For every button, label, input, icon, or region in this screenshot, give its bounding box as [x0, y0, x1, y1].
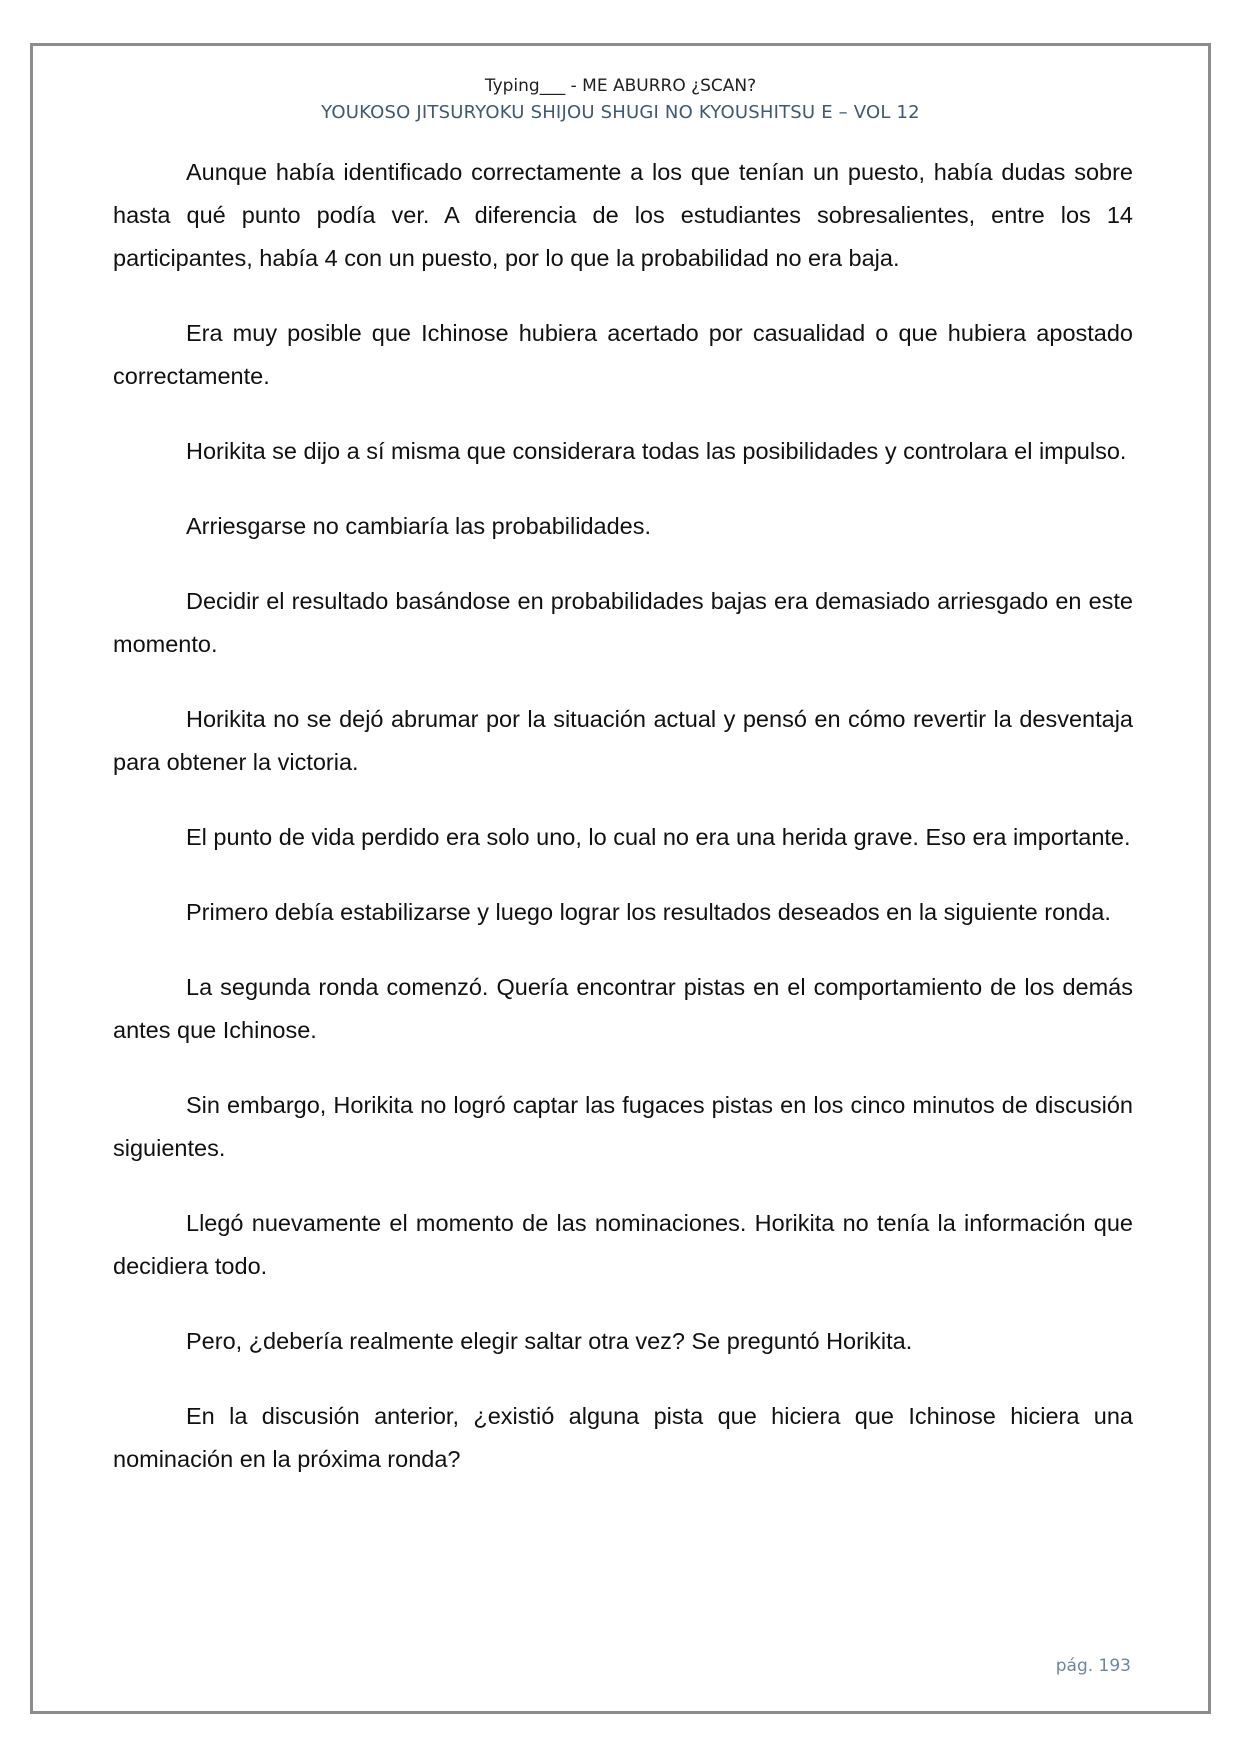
paragraph-7: El punto de vida perdido era solo uno, lo cual no era una herida grave. Eso era importante.: [186, 824, 1131, 850]
paragraph-11: Llegó nuevamente el momento de las nominaciones. Horikita no tenía la información que decidiera todo.: [113, 1210, 1133, 1279]
paragraph-9: La segunda ronda comenzó. Quería encontrar pistas en el comportamiento de los demás antes que Ichinose.: [113, 974, 1133, 1043]
paragraph-12: Pero, ¿debería realmente elegir saltar otra vez? Se preguntó Horikita.: [186, 1328, 913, 1354]
paragraph-1: Aunque había identificado correctamente a los que tenían un puesto, había dudas sobre hasta qué punto podía ver. A diferencia de los estudiantes sobresalientes, entre los 14 participantes, había 4 con un puesto, por lo que la probabilidad no era baja.: [113, 159, 1133, 271]
header-book-title: YOUKOSO JITSURYOKU SHIJOU SHUGI NO KYOUSHITSU E – VOL 12: [321, 102, 920, 123]
paragraph-4: Arriesgarse no cambiaría las probabilidades.: [186, 513, 652, 539]
paragraph-10: Sin embargo, Horikita no logró captar las fugaces pistas en los cinco minutos de discusión siguientes.: [113, 1092, 1133, 1161]
page-number: pág. 193: [1055, 1656, 1131, 1676]
paragraph-2: Era muy posible que Ichinose hubiera acertado por casualidad o que hubiera apostado correctamente.: [113, 320, 1133, 389]
paragraph-6: Horikita no se dejó abrumar por la situación actual y pensó en cómo revertir la desventaja para obtener la victoria.: [113, 706, 1133, 775]
header-scan-credit: Typing___ - ME ABURRO ¿SCAN?: [484, 76, 757, 96]
paragraph-8: Primero debía estabilizarse y luego lograr los resultados deseados en la siguiente ronda.: [186, 899, 1111, 925]
page-body: [113, 151, 1133, 1513]
paragraph-13: En la discusión anterior, ¿existió alguna pista que hiciera que Ichinose hiciera una nominación en la próxima ronda?: [113, 1403, 1133, 1472]
paragraph-3: Horikita se dijo a sí misma que considerara todas las posibilidades y controlara el impulso.: [186, 438, 1127, 464]
page-header: [0, 75, 1241, 126]
paragraph-5: Decidir el resultado basándose en probabilidades bajas era demasiado arriesgado en este momento.: [113, 588, 1133, 657]
